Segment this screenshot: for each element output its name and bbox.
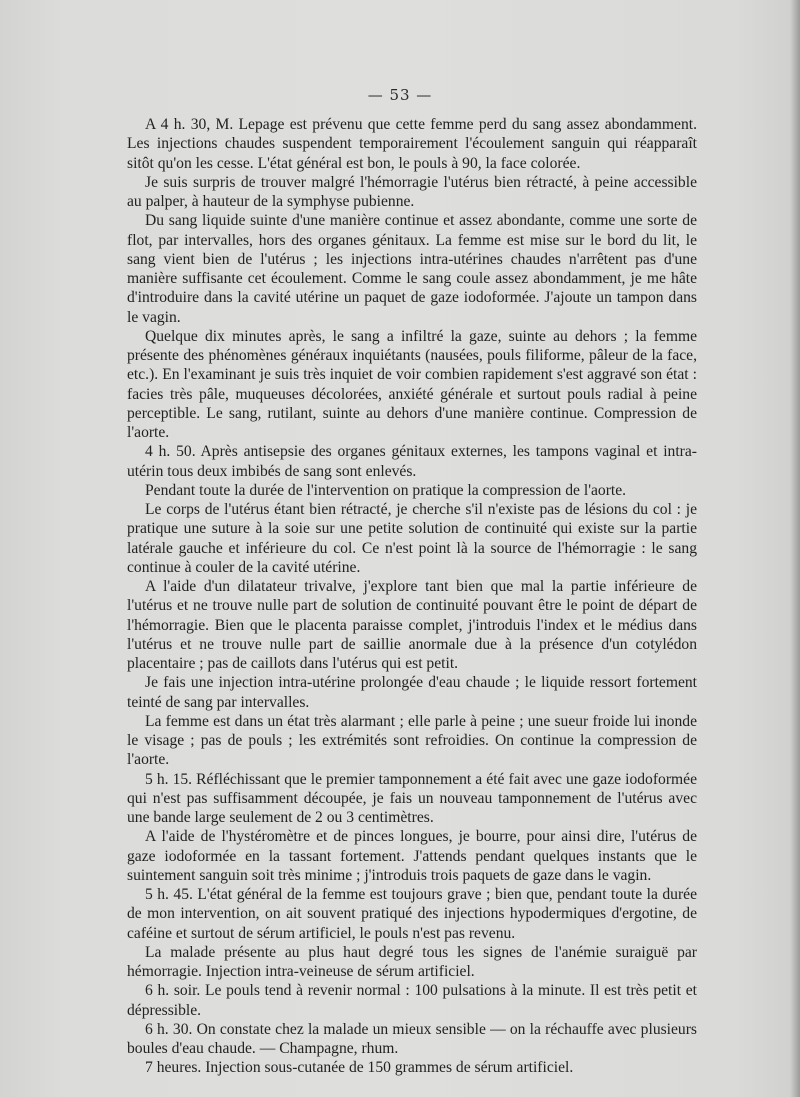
body-text	[127, 115, 697, 1078]
paragraph: A l'aide d'un dilatateur trivalve, j'explore tant bien que mal la partie inférieure de l'utérus et ne trouve nulle part de solution de continuité pouvant être le point de départ de l'hémorragie. Bien que le placenta paraisse complet, j'introduis l'index et le médius dans l'utérus et ne trouve nulle part de saillie anormale due à la présence d'un cotylédon placentaire ; pas de caillots dans l'utérus qui est petit.	[127, 578, 697, 672]
paragraph: Je fais une injection intra-utérine prolongée d'eau chaude ; le liquide ressort fortement teinté de sang par intervalles.	[127, 674, 697, 711]
paragraph: 5 h. 15. Réfléchissant que le premier tamponnement a été fait avec une gaze iodoformée qui n'est pas suffisamment découpée, je fais un nouveau tamponnement de l'utérus avec une bande large seulement de 2 ou 3 centimètres.	[127, 770, 697, 826]
paragraph: Le corps de l'utérus étant bien rétracté, je cherche s'il n'existe pas de lésions du col : je pratique une suture à la soie sur une petite solution de continuité qui existe sur la partie latérale gauche et inférieure du col. Ce n'est point là la source de l'hémorragie : le sang continue à couler de la cavité utérine.	[127, 501, 697, 576]
paragraph: A l'aide de l'hystéromètre et de pinces longues, je bourre, pour ainsi dire, l'utérus de gaze iodoformée en la tassant fortement. J'attends pendant quelques instants que le suintement sanguin soit très minime ; j'introduis trois paquets de gaze dans le vagin.	[127, 828, 697, 884]
paragraph: A 4 h. 30, M. Lepage est prévenu que cette femme perd du sang assez abondamment. Les injections chaudes suspendent temporairement l'écoulement sanguin qui réapparaît sitôt qu'on les cesse. L'état général est bon, le pouls à 90, la face colorée.	[127, 116, 697, 172]
paragraph: Quelque dix minutes après, le sang a infiltré la gaze, suinte au dehors ; la femme présente des phénomènes généraux inquiétants (nausées, pouls filiforme, pâleur de la face, etc.). En l'examinant je suis très inquiet de voir combien rapidement s'est aggravé son état : facies très pâle, muqueuses décolorées, anxiété générale et surtout pouls radial à peine perceptible. Le sang, rutilant, suinte au dehors d'une manière continue. Compression de l'aorte.	[127, 327, 697, 441]
paragraph: Je suis surpris de trouver malgré l'hémorragie l'utérus bien rétracté, à peine accessible au palper, à hauteur de la symphyse pubienne.	[127, 173, 697, 210]
paragraph: 4 h. 50. Après antisepsie des organes génitaux externes, les tampons vaginal et intra-utérin tous deux imbibés de sang sont enlevés.	[127, 443, 697, 480]
paragraph: La malade présente au plus haut degré tous les signes de l'anémie suraiguë par hémorragie. Injection intra-veineuse de sérum artificiel.	[127, 943, 697, 980]
paragraph: 6 h. soir. Le pouls tend à revenir normal : 100 pulsations à la minute. Il est très petit et dépressible.	[127, 982, 697, 1019]
page-number: — 53 —	[367, 86, 433, 104]
page-edge-shadow	[790, 0, 800, 1097]
paragraph: Pendant toute la durée de l'intervention on pratique la compression de l'aorte.	[145, 481, 627, 499]
paragraph: La femme est dans un état très alarmant ; elle parle à peine ; une sueur froide lui inonde le visage ; pas de pouls ; les extrémités sont refroidies. On continue la compression de l'aorte.	[127, 712, 697, 769]
paragraph: 7 heures. Injection sous-cutanée de 150 grammes de sérum artificiel.	[145, 1059, 574, 1077]
paragraph: Du sang liquide suinte d'une manière continue et assez abondante, comme une sorte de flot, par intervalles, hors des organes génitaux. La femme est mise sur le bord du lit, le sang vient bien de l'utérus ; les injections intra-utérines chaudes n'arrêtent pas d'une manière suffisante cet écoulement. Comme le sang coule assez abondamment, je me hâte d'introduire dans la cavité utérine un paquet de gaze iodoformée. J'ajoute un tampon dans le vagin.	[127, 212, 697, 326]
paragraph: 6 h. 30. On constate chez la malade un mieux sensible — on la réchauffe avec plusieurs boules d'eau chaude. — Champagne, rhum.	[127, 1020, 697, 1057]
paragraph: 5 h. 45. L'état général de la femme est toujours grave ; bien que, pendant toute la durée de mon intervention, on ait souvent pratiqué des injections hypodermiques d'ergotine, de caféine et surtout de sérum artificiel, le pouls n'est pas revenu.	[127, 886, 697, 942]
